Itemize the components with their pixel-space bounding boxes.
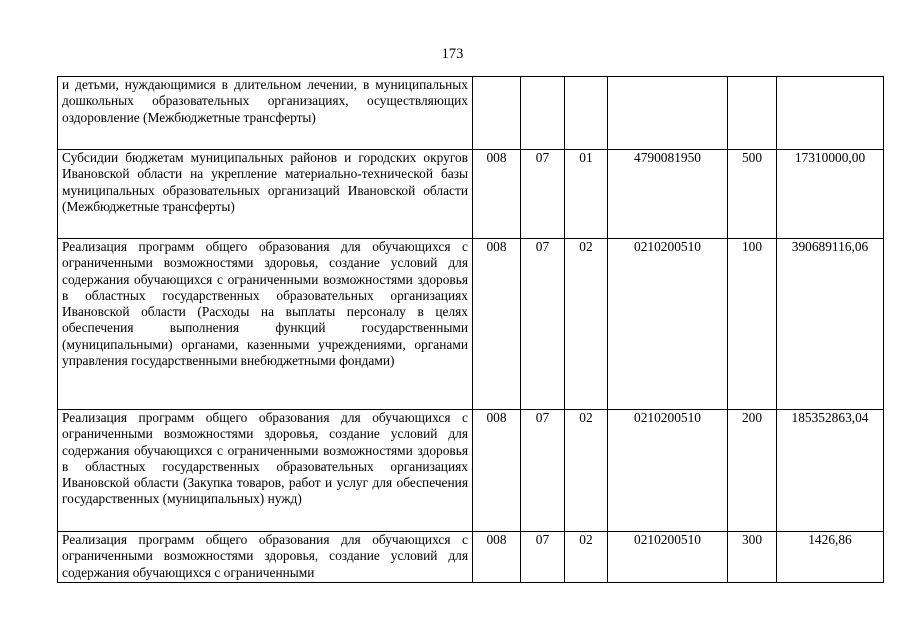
amount-cell: 185352863,04: [777, 410, 884, 532]
row-description: Субсидии бюджетам муниципальных районов и городских округов Ивановской области на укрепление материально-технической базы муниципальных образовательных организаций Ивановской области (Межбюджетные трансферты): [58, 150, 473, 239]
admin-code-cell: 008: [473, 239, 521, 410]
amount-cell: 1426,86: [777, 532, 884, 583]
subsection-cell: 01: [565, 150, 608, 239]
subsection-cell: [565, 77, 608, 150]
table-row: [58, 239, 884, 410]
expense-type-cell: 100: [728, 239, 777, 410]
amount-cell: 17310000,00: [777, 150, 884, 239]
admin-code-cell: 008: [473, 532, 521, 583]
expense-type-cell: 200: [728, 410, 777, 532]
row-description: Реализация программ общего образования для обучающихся с ограниченными возможностями здоровья, создание условий для содержания обучающихся с ограниченными возможностями здоровья в областных государственных образовательных организациях Ивановской области (Расходы на выплаты персоналу в целях обеспечения выполнения функций государственными (муниципальными) органами, казенными учреждениями, органами управления государственными внебюджетными фондами): [58, 239, 473, 410]
target-item-cell: 0210200510: [608, 410, 728, 532]
admin-code-cell: 008: [473, 150, 521, 239]
target-item-cell: 4790081950: [608, 150, 728, 239]
row-description-text: Реализация программ общего образования для обучающихся с ограниченными возможностями здоровья, создание условий для содержания обучающихся с ограниченными: [62, 532, 468, 580]
row-description: [58, 532, 473, 583]
section-cell: 07: [521, 532, 565, 583]
amount-cell: [777, 77, 884, 150]
table-row: [58, 150, 884, 239]
section-cell: 07: [521, 239, 565, 410]
target-item-cell: 0210200510: [608, 532, 728, 583]
section-cell: 07: [521, 410, 565, 532]
expense-type-cell: 500: [728, 150, 777, 239]
target-item-cell: [608, 77, 728, 150]
row-description: и детьми, нуждающимися в длительном лечении, в муниципальных дошкольных образовательных организациях, осуществляющих оздоровление (Межбюджетные трансферты): [58, 77, 473, 150]
expense-type-cell: [728, 77, 777, 150]
section-cell: 07: [521, 150, 565, 239]
table-row: [58, 77, 884, 150]
admin-code-cell: 008: [473, 410, 521, 532]
subsection-cell: 02: [565, 532, 608, 583]
row-description: Реализация программ общего образования для обучающихся с ограниченными возможностями здоровья, создание условий для содержания обучающихся с ограниченными возможностями здоровья в областных государственных образовательных организациях Ивановской области (Закупка товаров, работ и услуг для обеспечения государственных (муниципальных) нужд): [58, 410, 473, 532]
target-item-cell: 0210200510: [608, 239, 728, 410]
table-row: [58, 532, 884, 583]
subsection-cell: 02: [565, 239, 608, 410]
budget-table: [57, 76, 884, 583]
section-cell: [521, 77, 565, 150]
amount-cell: 390689116,06: [777, 239, 884, 410]
table-row: [58, 410, 884, 532]
subsection-cell: 02: [565, 410, 608, 532]
expense-type-cell: 300: [728, 532, 777, 583]
admin-code-cell: [473, 77, 521, 150]
page-number: 173: [441, 46, 464, 62]
